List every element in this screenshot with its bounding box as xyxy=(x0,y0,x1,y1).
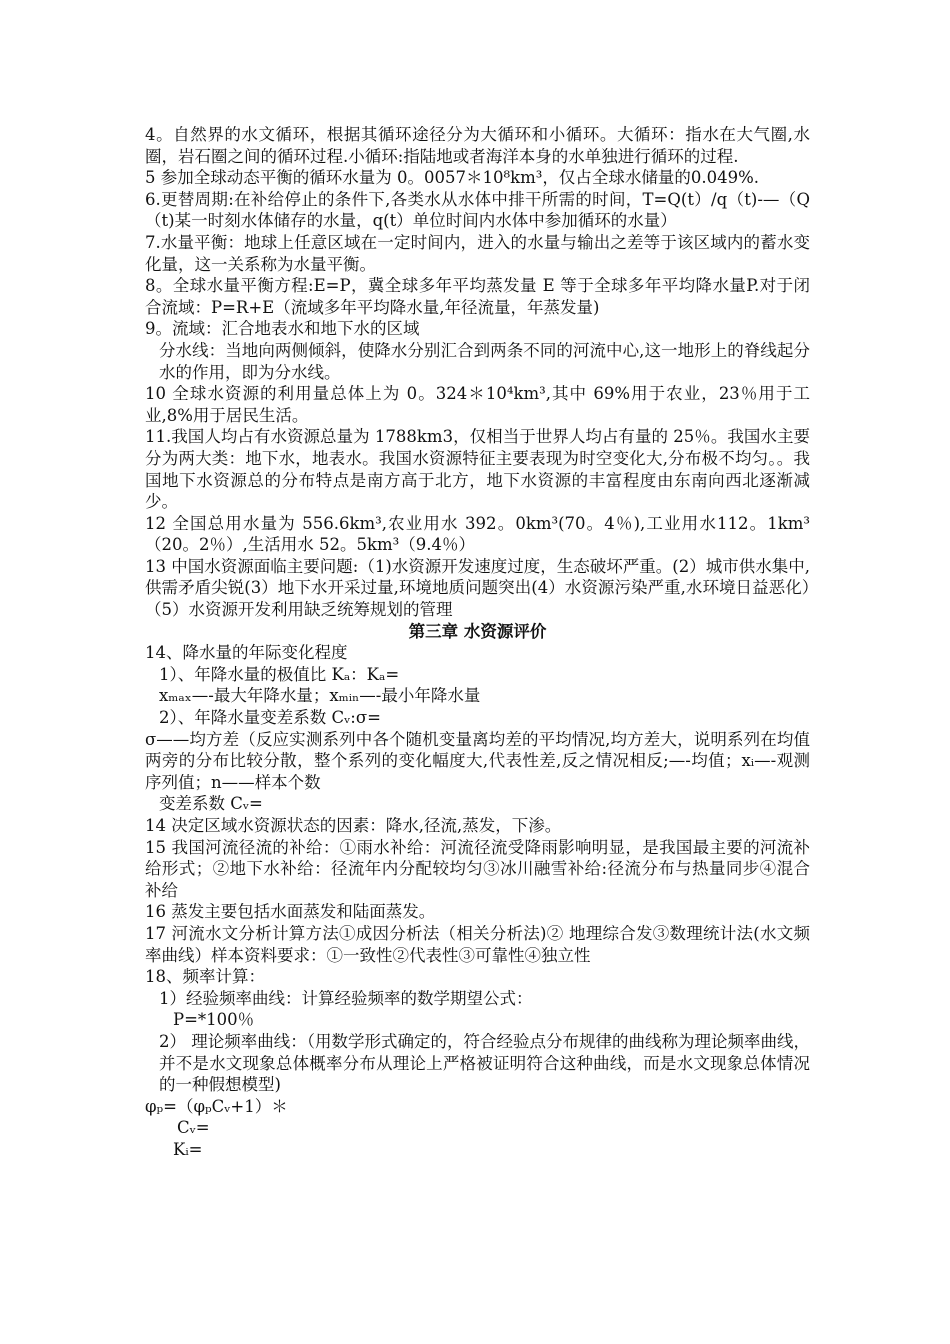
para-18-formula-p: P=*100％ xyxy=(173,1010,255,1030)
para-12: 12 全国总用水量为 556.6km³,农业用水 392。0km³(70。4％),工业用水112。1km³（20。2％）,生活用水 52。5km³（9.4％） xyxy=(145,513,810,555)
para-8: 8。全球水量平衡方程:E=P，冀全球多年平均蒸发量 E 等于全球多年平均降水量P.对于闭合流域：P=R+E（流域多年平均降水量,年径流量，年蒸发量) xyxy=(145,276,810,317)
para-11: 11.我国人均占有水资源总量为 1788km3，仅相当于世界人均占有量的 25％。我国水主要分为两大类：地下水，地表水。我国水资源特征主要表现为时空变化大,分布极不均匀。。我国地下水资源总的分布特点是南方高于北方，地下水资源的丰富程度由东南向西北逐渐减少。 xyxy=(145,427,810,512)
document-body xyxy=(145,124,810,1161)
para-14: 14、降水量的年际变化程度 xyxy=(145,643,348,663)
para-14-xmax: xₘₐₓ—-最大年降水量；xₘᵢₙ—-最小年降水量 xyxy=(159,686,481,706)
formula-cv: Cᵥ= xyxy=(177,1118,210,1138)
para-18-1: 1）经验频率曲线：计算经验频率的数学期望公式： xyxy=(159,988,533,1008)
para-13: 13 中国水资源面临主要问题:（1)水资源开发速度过度，生态破坏严重。(2）城市供水集中,供需矛盾尖锐(3）地下水开采过量,环境地质问题突出(4）水资源污染严重,水环境日益恶化）（5）水资源开发利用缺乏统筹规划的管理 xyxy=(145,556,810,620)
para-4: 4。自然界的水文循环，根据其循环途径分为大循环和小循环。大循环：指水在大气圈,水圈，岩石圈之间的循环过程.小循环:指陆地或者海洋本身的水单独进行循环的过程. xyxy=(145,125,810,166)
para-9-watershed: 分水线：当地向两侧倾斜，使降水分别汇合到两条不同的河流中心,这一地形上的脊线起分水的作用，即为分水线。 xyxy=(159,340,810,382)
para-9: 9。流域：汇合地表水和地下水的区域 xyxy=(145,319,420,339)
para-5: 5 参加全球动态平衡的循环水量为 0。0057＊10⁸km³，仅占全球水储量的0.049%. xyxy=(145,168,760,188)
para-17: 17 河流水文分析计算方法①成因分析法（相关分析法)② 地理综合发③数理统计法(水文频率曲线）样本资料要求：①一致性②代表性③可靠性④独立性 xyxy=(145,923,810,965)
para-18-2: 2） 理论频率曲线：（用数学形式确定的，符合经验点分布规律的曲线称为理论频率曲线，并不是水文现象总体概率分布从理论上严格被证明符合这种曲线，而是水文现象总体情况的一种假想模型) xyxy=(159,1031,810,1095)
para-14-1: 1）、年降水量的极值比 Kₐ：Kₐ= xyxy=(159,664,400,684)
para-16: 16 蒸发主要包括水面蒸发和陆面蒸发。 xyxy=(145,902,436,922)
formula-ki: Kᵢ= xyxy=(173,1139,203,1159)
para-15: 15 我国河流径流的补给：①雨水补给：河流径流受降雨影响明显，是我国最主要的河流补给形式；②地下水补给：径流年内分配较均匀③冰川融雪补给:径流分布与热量同步④混合补给 xyxy=(145,837,810,900)
para-14b: 14 决定区域水资源状态的因素：降水,径流,蒸发，下渗。 xyxy=(145,816,562,835)
chapter-heading: 第三章 水资源评价 xyxy=(408,621,547,641)
para-7: 7.水量平衡：地球上任意区域在一定时间内，进入的水量与输出之差等于该区域内的蓄水变化量，这一关系称为水量平衡。 xyxy=(145,232,810,274)
para-14-cv: 变差系数 Cᵥ= xyxy=(159,794,263,814)
para-6: 6.更替周期:在补给停止的条件下,各类水从水体中排干所需的时间，T=Q(t）/q（t)-—（Q（t)某一时刻水体储存的水量，q(t）单位时间内水体中参加循环的水量） xyxy=(145,189,810,231)
para-14-2: 2）、年降水量变差系数 Cᵥ:σ= xyxy=(159,708,381,728)
para-18: 18、频率计算： xyxy=(145,967,265,987)
para-14-sigma: σ——均方差（反应实测系列中各个随机变量离均差的平均情况,均方差大，说明系列在均值两旁的分布比较分散，整个系列的变化幅度大,代表性差,反之情况相反;—-均值；xᵢ—-观测序列值；n——样本个数 xyxy=(145,729,810,792)
formula-phi: φₚ=（φₚCᵥ+1）＊ xyxy=(145,1096,288,1116)
para-10: 10 全球水资源的利用量总体上为 0。324＊10⁴km³,其中 69%用于农业，23％用于工业,8%用于居民生活。 xyxy=(145,384,810,425)
